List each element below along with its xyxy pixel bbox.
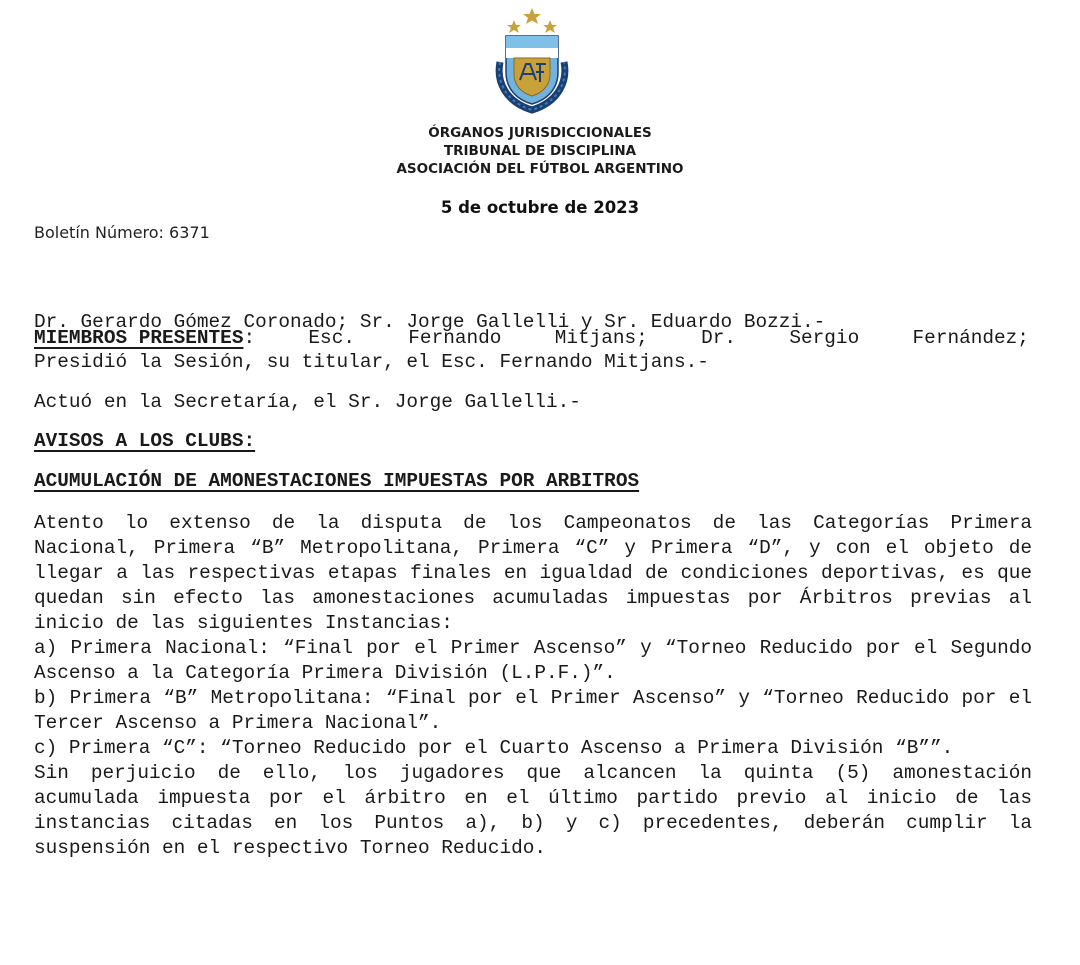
list-item-c: c) Primera “C”: “Torneo Reducido por el Cuarto Ascenso a Primera División “B””. xyxy=(34,737,954,759)
document-header xyxy=(0,124,1080,178)
members-line-3: Presidió la Sesión, su titular, el Esc. Fernando Mitjans.- xyxy=(34,351,709,373)
header-line-tribunal: TRIBUNAL DE DISCIPLINA xyxy=(443,143,637,159)
afa-crest-logo xyxy=(492,6,572,114)
document-date: 5 de octubre de 2023 xyxy=(440,198,640,217)
members-line-2: Dr. Gerardo Gómez Coronado; Sr. Jorge Gallelli y Sr. Eduardo Bozzi.- xyxy=(34,311,826,333)
paragraph-intro: Atento lo extenso de la disputa de los Campeonatos de las Categorías Primera Nacional, Primera “B” Metropolitana, Primera “C” y Primera “D”, y con el objeto de llegar a las respectivas etapas finales en igualdad de condiciones deportivas, es que quedan sin efecto las amonestaciones acumuladas impuestas por Árbitros previas al inicio de las siguientes Instancias: xyxy=(34,512,1032,634)
members-line-4: Actuó en la Secretaría, el Sr. Jorge Gallelli.- xyxy=(34,391,581,413)
body-text xyxy=(34,511,1032,861)
members-block xyxy=(34,268,1034,428)
bulletin-number: Boletín Número: 6371 xyxy=(34,223,210,242)
paragraph-closing: Sin perjuicio de ello, los jugadores que alcancen la quinta (5) amonestación acumulada impuesta por el árbitro en el último partido previo al inicio de las instancias citadas en los Puntos a), b) y c) precedentes, deberán cumplir la suspensión en el respectivo Torneo Reducido. xyxy=(34,762,1032,859)
section-title-avisos: AVISOS A LOS CLUBS: xyxy=(34,430,256,452)
members-label: MIEMBROS PRESENTES xyxy=(34,327,244,349)
members-line-1: MIEMBROS PRESENTES: Esc. Fernando Mitjans; Dr. Sergio Fernández; xyxy=(34,327,1029,349)
list-item-b: b) Primera “B” Metropolitana: “Final por el Primer Ascenso” y “Torneo Reducido por el Tercer Ascenso a Primera Nacional”. xyxy=(34,687,1032,734)
list-item-a: a) Primera Nacional: “Final por el Primer Ascenso” y “Torneo Reducido por el Segundo Ascenso a la Categoría Primera División (L.P.F.)”. xyxy=(34,637,1032,684)
header-line-asociacion: ASOCIACIÓN DEL FÚTBOL ARGENTINO xyxy=(396,161,684,177)
afa-crest-icon xyxy=(492,6,572,114)
stars-icon xyxy=(507,8,557,33)
header-line-organos: ÓRGANOS JURISDICCIONALES xyxy=(428,125,652,141)
section-title-acumulacion: ACUMULACIÓN DE AMONESTACIONES IMPUESTAS POR ARBITROS xyxy=(34,470,640,492)
